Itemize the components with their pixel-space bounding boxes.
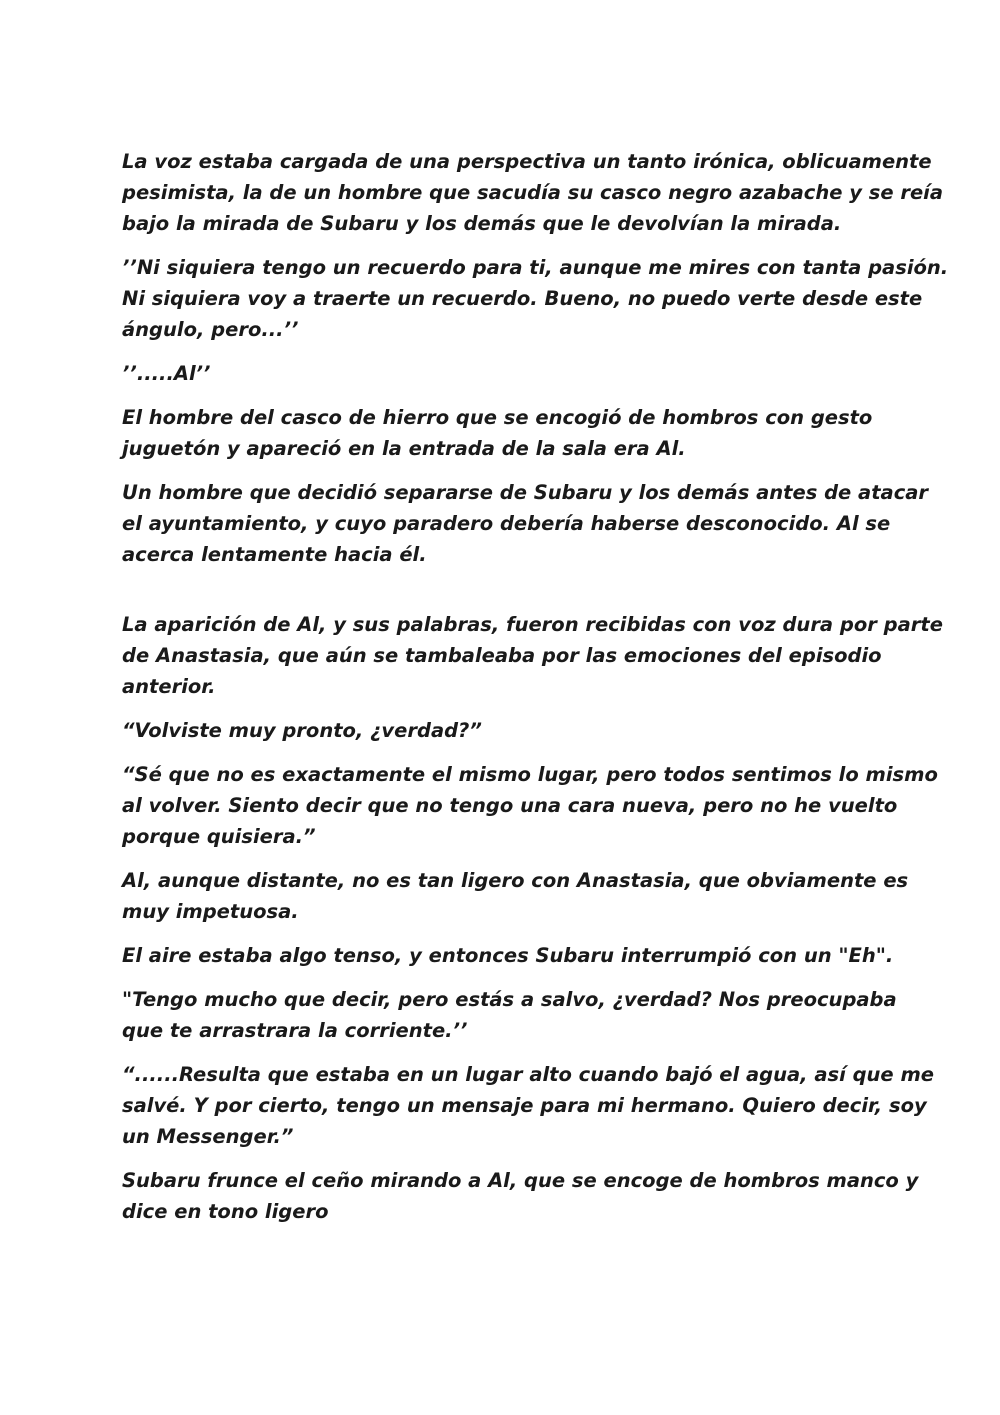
text-line: que te arrastrara la corriente.’’ <box>122 1019 468 1042</box>
text-line: ángulo, pero...’’ <box>122 318 299 341</box>
text-line: de Anastasia, que aún se tambaleaba por las emociones del episodio <box>122 644 882 667</box>
text-line: El aire estaba algo tenso, y entonces Subaru interrumpió con un "Eh". <box>122 944 894 967</box>
text-line: Ni siquiera voy a traerte un recuerdo. Bueno, no puedo verte desde este <box>122 287 923 310</box>
text-line: Subaru frunce el ceño mirando a Al, que se encoge de hombros manco y <box>122 1169 919 1192</box>
text-line: juguetón y apareció en la entrada de la sala era Al. <box>122 437 686 460</box>
text-line: “......Resulta que estaba en un lugar alto cuando bajó el agua, así que me <box>122 1063 934 1086</box>
text-line: “Volviste muy pronto, ¿verdad?” <box>122 719 482 742</box>
paragraph <box>122 984 897 1046</box>
text-line: “Sé que no es exactamente el mismo lugar, pero todos sentimos lo mismo <box>122 763 938 786</box>
text-line: un Messenger.” <box>122 1125 294 1148</box>
text-line: el ayuntamiento, y cuyo paradero debería haberse desconocido. Al se <box>122 512 891 535</box>
paragraph <box>122 358 892 389</box>
text-line: salvé. Y por cierto, tengo un mensaje para mi hermano. Quiero decir, soy <box>122 1094 927 1117</box>
text-line: al volver. Siento decir que no tengo una cara nueva, pero no he vuelto <box>122 794 898 817</box>
text-line: El hombre del casco de hierro que se encogió de hombros con gesto <box>122 406 873 429</box>
text-line: Un hombre que decidió separarse de Subaru y los demás antes de atacar <box>122 481 929 504</box>
body-text <box>122 146 949 1240</box>
text-line: "Tengo mucho que decir, pero estás a salvo, ¿verdad? Nos preocupaba <box>122 988 897 1011</box>
text-line: bajo la mirada de Subaru y los demás que le devolvían la mirada. <box>122 212 842 235</box>
text-line: Al, aunque distante, no es tan ligero con Anastasia, que obviamente es <box>122 869 909 892</box>
paragraph <box>122 865 909 927</box>
paragraph <box>122 477 929 570</box>
text-line: ’’Ni siquiera tengo un recuerdo para ti, aunque me mires con tanta pasión. <box>122 256 949 279</box>
text-line: acerca lentamente hacia él. <box>122 543 427 566</box>
text-line: pesimista, la de un hombre que sacudía su casco negro azabache y se reía <box>122 181 944 204</box>
paragraph <box>122 609 943 702</box>
paragraph <box>122 1059 934 1152</box>
paragraph <box>122 252 949 345</box>
text-line: anterior. <box>122 675 216 698</box>
text-line: ’’.....Al’’ <box>122 362 211 385</box>
text-line: muy impetuosa. <box>122 900 299 923</box>
text-line: porque quisiera.” <box>122 825 316 848</box>
paragraph <box>122 940 892 971</box>
text-line: La voz estaba cargada de una perspectiva un tanto irónica, oblicuamente <box>122 150 932 173</box>
paragraph <box>122 146 944 239</box>
paragraph <box>122 759 938 852</box>
paragraph <box>122 715 892 746</box>
text-line: dice en tono ligero <box>122 1200 329 1223</box>
paragraph <box>122 402 892 464</box>
paragraph <box>122 1165 919 1227</box>
text-line: La aparición de Al, y sus palabras, fueron recibidas con voz dura por parte <box>122 613 943 636</box>
